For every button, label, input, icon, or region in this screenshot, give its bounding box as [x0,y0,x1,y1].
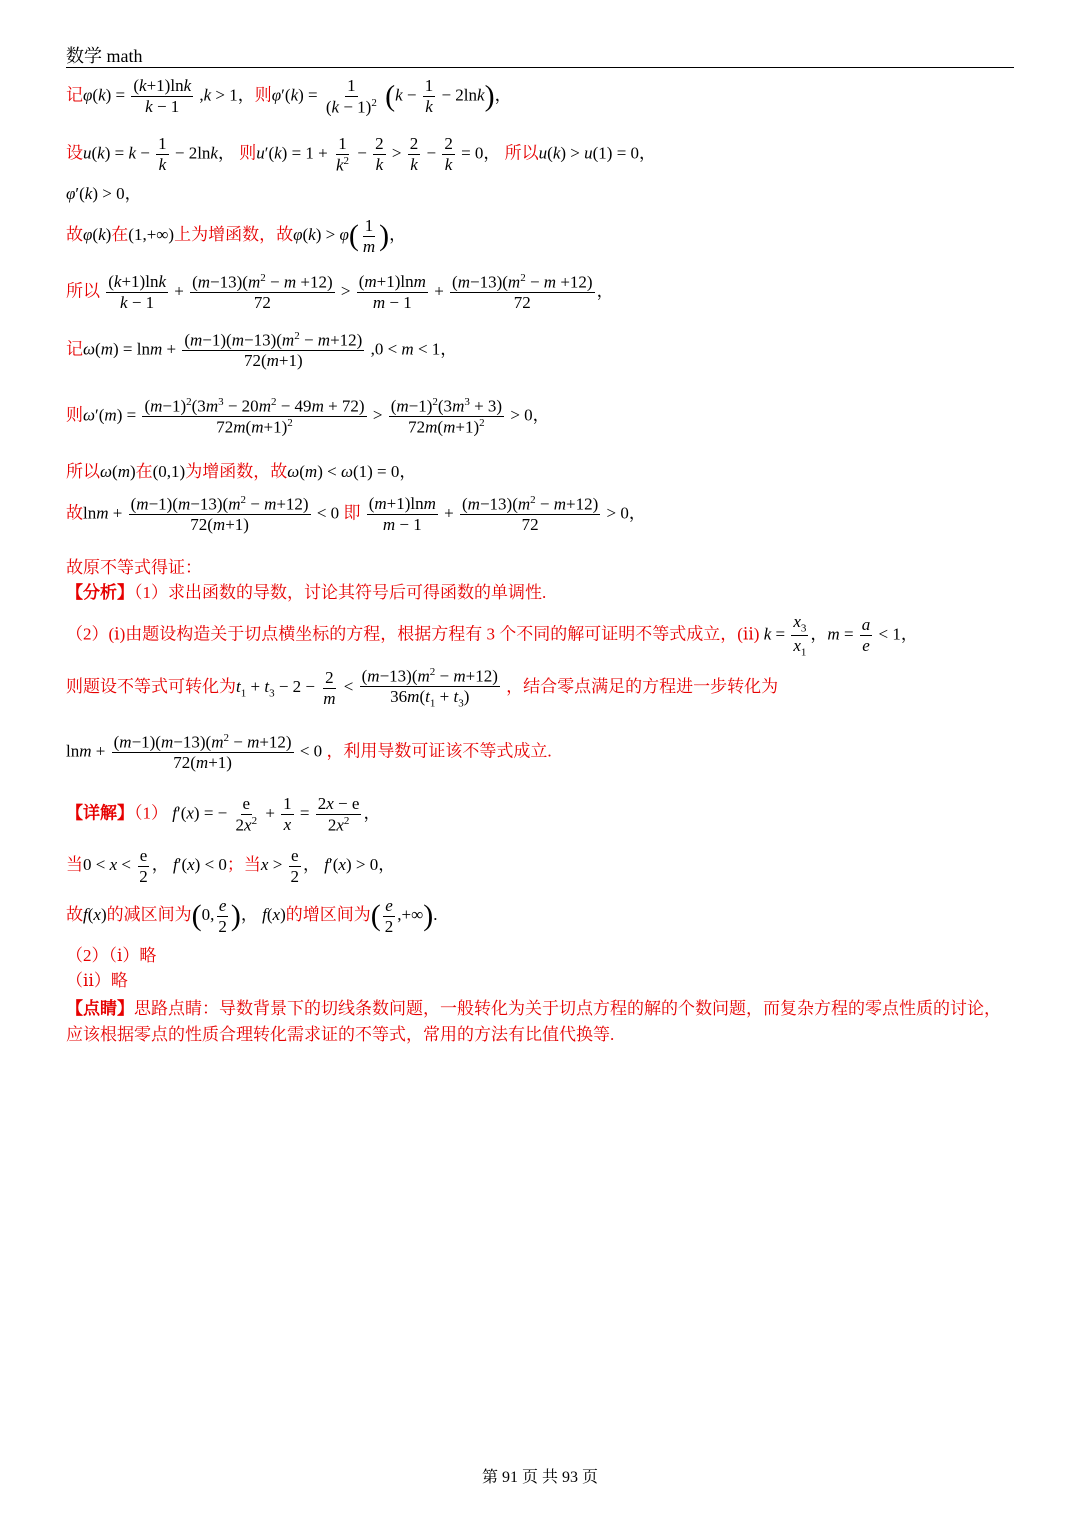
label-l16b: 的减区间为 [106,904,192,924]
fraction: $\frac{(k+1)\ln k}{k - 1}$ [108,272,166,312]
label-ji: 记 [66,339,83,359]
analysis-tag: 【分析】 [66,583,134,602]
analysis-3b-text: ，结合零点满足的方程进一步转化为 [506,677,779,697]
label-ze: 则 [66,405,83,425]
label-dang2: ；当 [226,854,261,874]
fraction: $\frac{1}{k^2}$ [336,134,350,175]
label-zai: 在 [111,224,129,244]
fraction: $\frac{a}{e}$ [861,615,871,656]
fraction: $\frac{(m-1)(m-13)(m^2 - m+12)}{72(m+1)}$ [130,494,309,535]
fraction: $\frac{1}{x}$ [283,794,292,834]
line-part2-ii: （ⅱ）略 [66,971,128,990]
fraction: $\frac{2}{k}$ [444,134,453,174]
solution-part1: （1） [134,803,168,823]
solution-tag: 【详解】 [66,803,134,823]
fraction: $\frac{e}{2}$ [290,846,300,886]
line-solution-intervals: 故f(x)的减区间为(0, $\frac{e}{2}$ )， f(x)的增区间为( $\frac{e}{2}$ ,+∞). [66,896,438,936]
line-omega-increasing: 所以ω(m)在(0,1)为增函数，故ω(m) < ω(1) = 0， [66,462,417,481]
label-suoyi: 所以 [66,462,100,481]
fraction: $\frac{e}{2}$ [384,896,394,936]
header-subject: 数学 math [66,46,143,66]
label-suoyi: 所以 [66,281,100,301]
fraction: $\frac{1}{k}$ [424,76,434,116]
fraction: $\frac{1}{k}$ [158,134,167,174]
fraction: $\frac{(m-13)(m^2 - m +12)}{72}$ [192,272,333,313]
fraction: $\frac{(m-13)(m^2 - m+12)}{36m(t_1 + t_3)}$ [361,666,498,710]
fraction: $\frac{1}{(k - 1)^2}$ [325,76,377,117]
line-solution-sign: 当0 < x < $\frac{e}{2}$ ， f′(x) < 0；当x > $\frac{e}{2}$ ， f′(x) > 0， [66,846,396,886]
fraction: $\frac{2x - e}{2x^2}$ [317,794,360,835]
fraction: $\frac{e}{2}$ [139,846,148,886]
analysis-2-text: （2）(ⅰ)由题设构造关于切点横坐标的方程，根据方程有 3 个不同的解可证明不等式成立，(ⅱ) [66,624,760,644]
line-part2-i: （2）（ⅰ）略 [66,946,157,965]
analysis-3-text: 则题设不等式可转化为 [66,677,236,697]
fraction: $\frac{2}{k}$ [375,134,384,174]
fraction: $\frac{2}{k}$ [409,134,419,174]
fraction: $\frac{(m-13)(m^2 - m+12)}{72}$ [462,494,599,535]
label-suoyi: 所以 [504,143,539,163]
fraction: $\frac{(m+1)\ln m}{m - 1}$ [368,494,436,534]
fraction: $\frac{(m-1)^2(3m^3 - 20m^2 - 49m + 72)}{72m(m+1)^2}$ [144,396,365,437]
line-analysis [66,583,1020,603]
line-proved: 故原不等式得证： [66,558,202,577]
fraction: $\frac{x_3}{x_1}$ [793,612,807,659]
line-solution-1: 【详解】（1） f′(x) = − $\frac{e}{2x^2}$ + $\frac{1}{x}$ = $\frac{2x - e}{2x^2}$ ， [66,794,381,835]
fraction: $\frac{(m+1)\ln m}{m - 1}$ [358,272,426,312]
label-ze: 则 [254,85,272,105]
remark-text: 思路点睛：导数背景下的切线条数问题，一般转化为关于切点方程的解的个数问题，而复杂方程的零点性质的讨论，应该根据零点的性质合理转化需求证的不等式，常用的方法有比值代换等. [66,999,1001,1044]
label-ji-yi: 即 [343,503,361,523]
line-omega-def: 记ω(m) = lnm + $\frac{(m-1)(m-13)(m^2 - m+12)}{72(m+1)}$ ,0 < m < 1， [66,330,458,371]
fraction: $\frac{(m-1)(m-13)(m^2 - m+12)}{72(m+1)}$ [184,330,363,371]
line-phi-prime-positive: φ′(k) > 0， [66,184,142,203]
label-she: 设 [66,143,83,163]
label-dang: 当 [66,854,83,874]
line-inequality-sum: 所以 $\frac{(k+1)\ln k}{k - 1}$ + $\frac{(m-13)(m^2 - m +12)}{72}$ > $\frac{(m+1)\ln m}{m - 1}$ + $\frac{(m-13)(m^2 - m +12)}{72}$ ， [66,272,614,313]
analysis-4-text: ，利用导数可证该不等式成立. [326,741,552,761]
line-omega-prime: 则ω′(m) = $\frac{(m-1)^2(3m^3 - 20m^2 - 49m + 72)}{72m(m+1)^2}$ > $\frac{(m-1)^2(3m^3 + 3)}{72m(m+1)^2}$ > 0， [66,396,550,437]
label-l16c: 的增区间为 [285,904,371,924]
fraction: $\frac{(m-13)(m^2 - m +12)}{72}$ [452,272,593,313]
fraction: $\frac{2}{m}$ [323,668,336,708]
line-conclusion-ineq: 故lnm + $\frac{(m-1)(m-13)(m^2 - m+12)}{72(m+1)}$ < 0 即 $\frac{(m+1)\ln m}{m - 1}$ + $\frac{(m-13)(m^2 - m+12)}{72}$ > 0， [66,494,646,535]
analysis-text: （1）求出函数的导数，讨论其符号后可得函数的单调性. [134,583,547,602]
fraction: $\frac{1}{m}$ [362,216,376,256]
label-ji: 记 [66,85,83,105]
line-analysis-2: （2）(ⅰ)由题设构造关于切点横坐标的方程，根据方程有 3 个不同的解可证明不等式成立，(ⅱ) k = $\frac{x_3}{x_1}$ ，m = $\frac{a}{e}$ < 1， [66,612,918,659]
line-analysis-3: 则题设不等式可转化为$t_1 + t_3 - 2$ − $\frac{2}{m}$ < $\frac{(m-13)(m^2 - m+12)}{36m(t_1 + t_3)}$ ，结合零点满足的方程进一步转化为 [66,666,779,710]
label-zengfn: 上为增函数，故 [174,224,294,244]
fraction: $\frac{(k+1)\ln k}{k - 1}$ [133,76,192,116]
label-zai: 在 [135,462,153,481]
header-divider [66,67,1014,68]
page-footer: 第 91 页 共 93 页 [481,1469,598,1486]
line-analysis-4: lnm + $\frac{(m-1)(m-13)(m^2 - m+12)}{72(m+1)}$ < 0 ，利用导数可证该不等式成立. [66,732,552,773]
label-l16a: 故 [66,904,83,924]
fraction: $\frac{e}{2x^2}$ [235,794,258,835]
label-gu: 故 [66,224,83,244]
fraction: $\frac{e}{2}$ [218,896,227,936]
fraction: $\frac{(m-1)^2(3m^3 + 3)}{72m(m+1)^2}$ [390,396,503,437]
remark-tag: 【点睛】 [66,999,134,1018]
label-ze: 则 [239,143,257,163]
label-gu: 故 [66,503,83,523]
line-phi-increasing: 故φ(k)在(1,+∞)上为增函数，故φ(k) > φ( $\frac{1}{m}$ )， [66,216,407,256]
line-phi-def: 记φ(k) = $\frac{(k+1)\ln k}{k - 1}$ ,k > 1，则φ′(k) = $\frac{1}{(k - 1)^2}$ (k − $\frac{1}{k}$ − 2lnk)， [66,76,512,117]
label-zengfn2: 为增函数，故 [185,462,288,481]
line-remark [66,996,1016,1047]
fraction: $\frac{(m-1)(m-13)(m^2 - m+12)}{72(m+1)}$ [113,732,292,773]
line-u-def: 设u(k) = k − $\frac{1}{k}$ − 2lnk， 则u′(k) = 1 + $\frac{1}{k^2}$ − $\frac{2}{k}$ > $\frac{2}{k}$ − $\frac{2}{k}$ = 0， 所以u(k) > u(1) = 0， [66,134,657,175]
